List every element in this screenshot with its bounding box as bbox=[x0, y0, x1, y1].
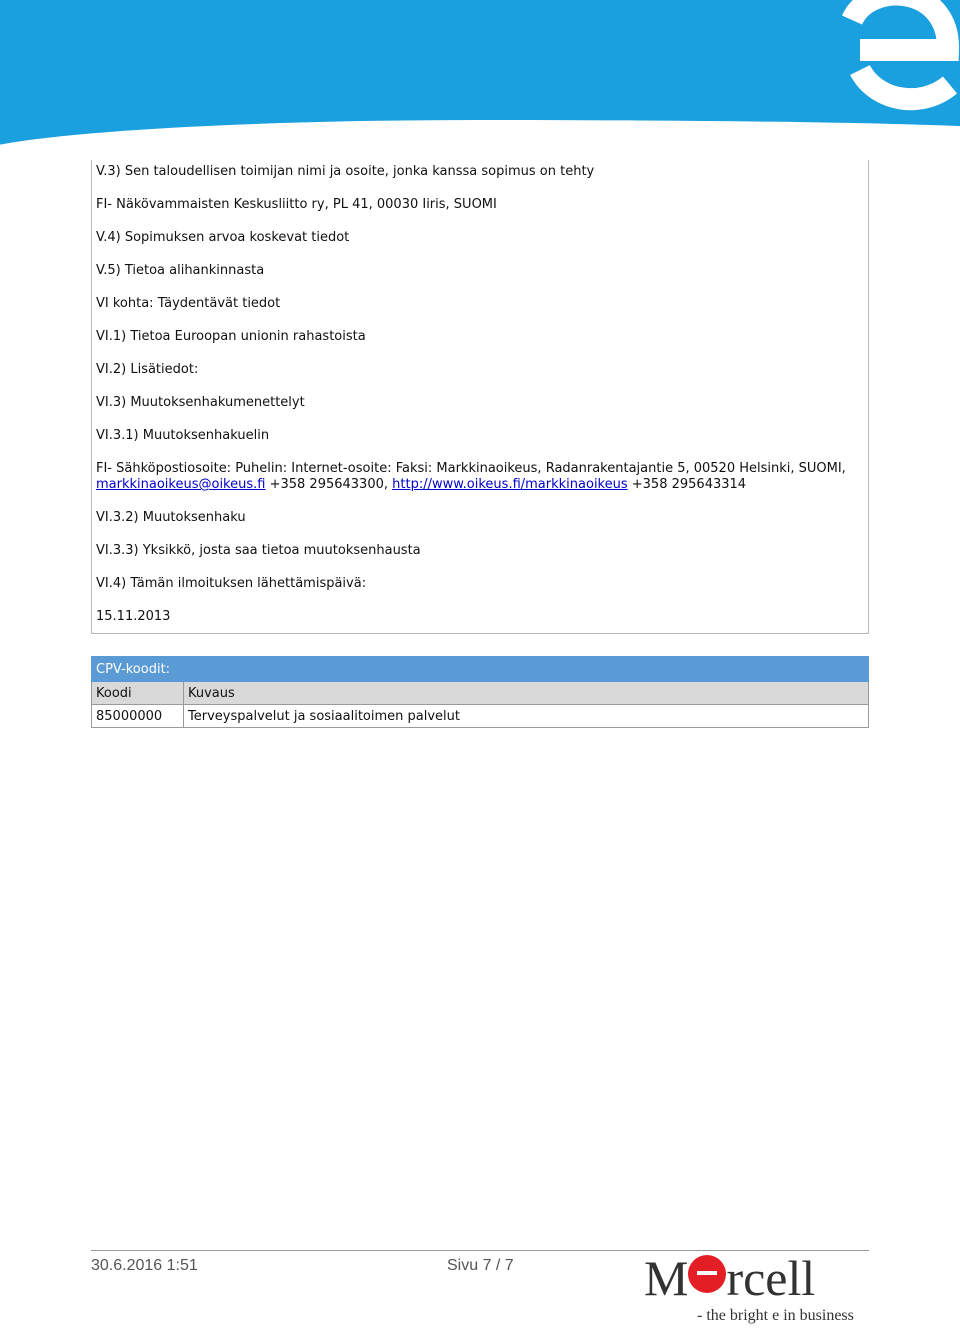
cpv-title-row bbox=[92, 657, 869, 682]
review-body-url-link[interactable]: http://www.oikeus.fi/markkinaoikeus bbox=[392, 477, 628, 492]
cpv-code-cell: 85000000 bbox=[92, 705, 184, 728]
section-vi4-heading: VI.4) Tämän ilmoituksen lähettämispäivä: bbox=[96, 576, 367, 591]
cpv-desc-cell: Terveyspalvelut ja sosiaalitoimen palvelut bbox=[184, 705, 869, 728]
section-vi1-heading: VI.1) Tietoa Euroopan unionin rahastoista bbox=[96, 329, 366, 344]
section-vi2-heading: VI.2) Lisätiedot: bbox=[96, 362, 199, 377]
section-vi-heading: VI kohta: Täydentävät tiedot bbox=[96, 296, 281, 311]
footer-page-number: Sivu 7 / 7 bbox=[447, 1257, 514, 1274]
cpv-title: CPV-koodit: bbox=[92, 657, 869, 682]
brand-e-icon bbox=[688, 1255, 726, 1293]
section-v3-heading: V.3) Sen taloudellisen toimijan nimi ja osoite, jonka kanssa sopimus on tehty bbox=[96, 164, 595, 179]
section-vi33-heading: VI.3.3) Yksikkö, josta saa tietoa muutoksenhausta bbox=[96, 543, 421, 558]
section-v5-heading: V.5) Tietoa alihankinnasta bbox=[96, 263, 265, 278]
review-body-fax: +358 295643314 bbox=[627, 477, 747, 492]
review-body-contacts bbox=[96, 477, 746, 493]
section-vi31-heading: VI.3.1) Muutoksenhakuelin bbox=[96, 428, 270, 443]
review-body-address: FI- Sähköpostiosoite: Puhelin: Internet-osoite: Faksi: Markkinaoikeus, Radanrakentajantie 5, 00520 Helsinki, SUOMI, bbox=[96, 461, 846, 476]
dispatch-date: 15.11.2013 bbox=[96, 609, 171, 624]
section-v4-heading: V.4) Sopimuksen arvoa koskevat tiedot bbox=[96, 230, 350, 245]
cpv-table bbox=[91, 656, 869, 728]
cpv-col-desc: Kuvaus bbox=[184, 682, 869, 705]
e-logo-icon bbox=[800, 0, 960, 120]
review-body-email-link[interactable]: markkinaoikeus@oikeus.fi bbox=[96, 477, 266, 492]
marcell-logo bbox=[644, 1250, 815, 1306]
cpv-col-code: Koodi bbox=[92, 682, 184, 705]
contractor-address: FI- Näkövammaisten Keskusliitto ry, PL 41, 00030 Iiris, SUOMI bbox=[96, 197, 497, 212]
review-body-phone: +358 295643300, bbox=[265, 477, 393, 492]
cpv-header-row bbox=[92, 682, 869, 705]
brand-tagline: - the bright e in business bbox=[697, 1307, 854, 1324]
brand-rest: rcell bbox=[726, 1250, 816, 1306]
table-row bbox=[92, 705, 869, 728]
section-vi32-heading: VI.3.2) Muutoksenhaku bbox=[96, 510, 246, 525]
brand-m: M bbox=[644, 1250, 689, 1306]
section-vi3-heading: VI.3) Muutoksenhakumenettelyt bbox=[96, 395, 305, 410]
footer-date: 30.6.2016 1:51 bbox=[91, 1257, 198, 1274]
